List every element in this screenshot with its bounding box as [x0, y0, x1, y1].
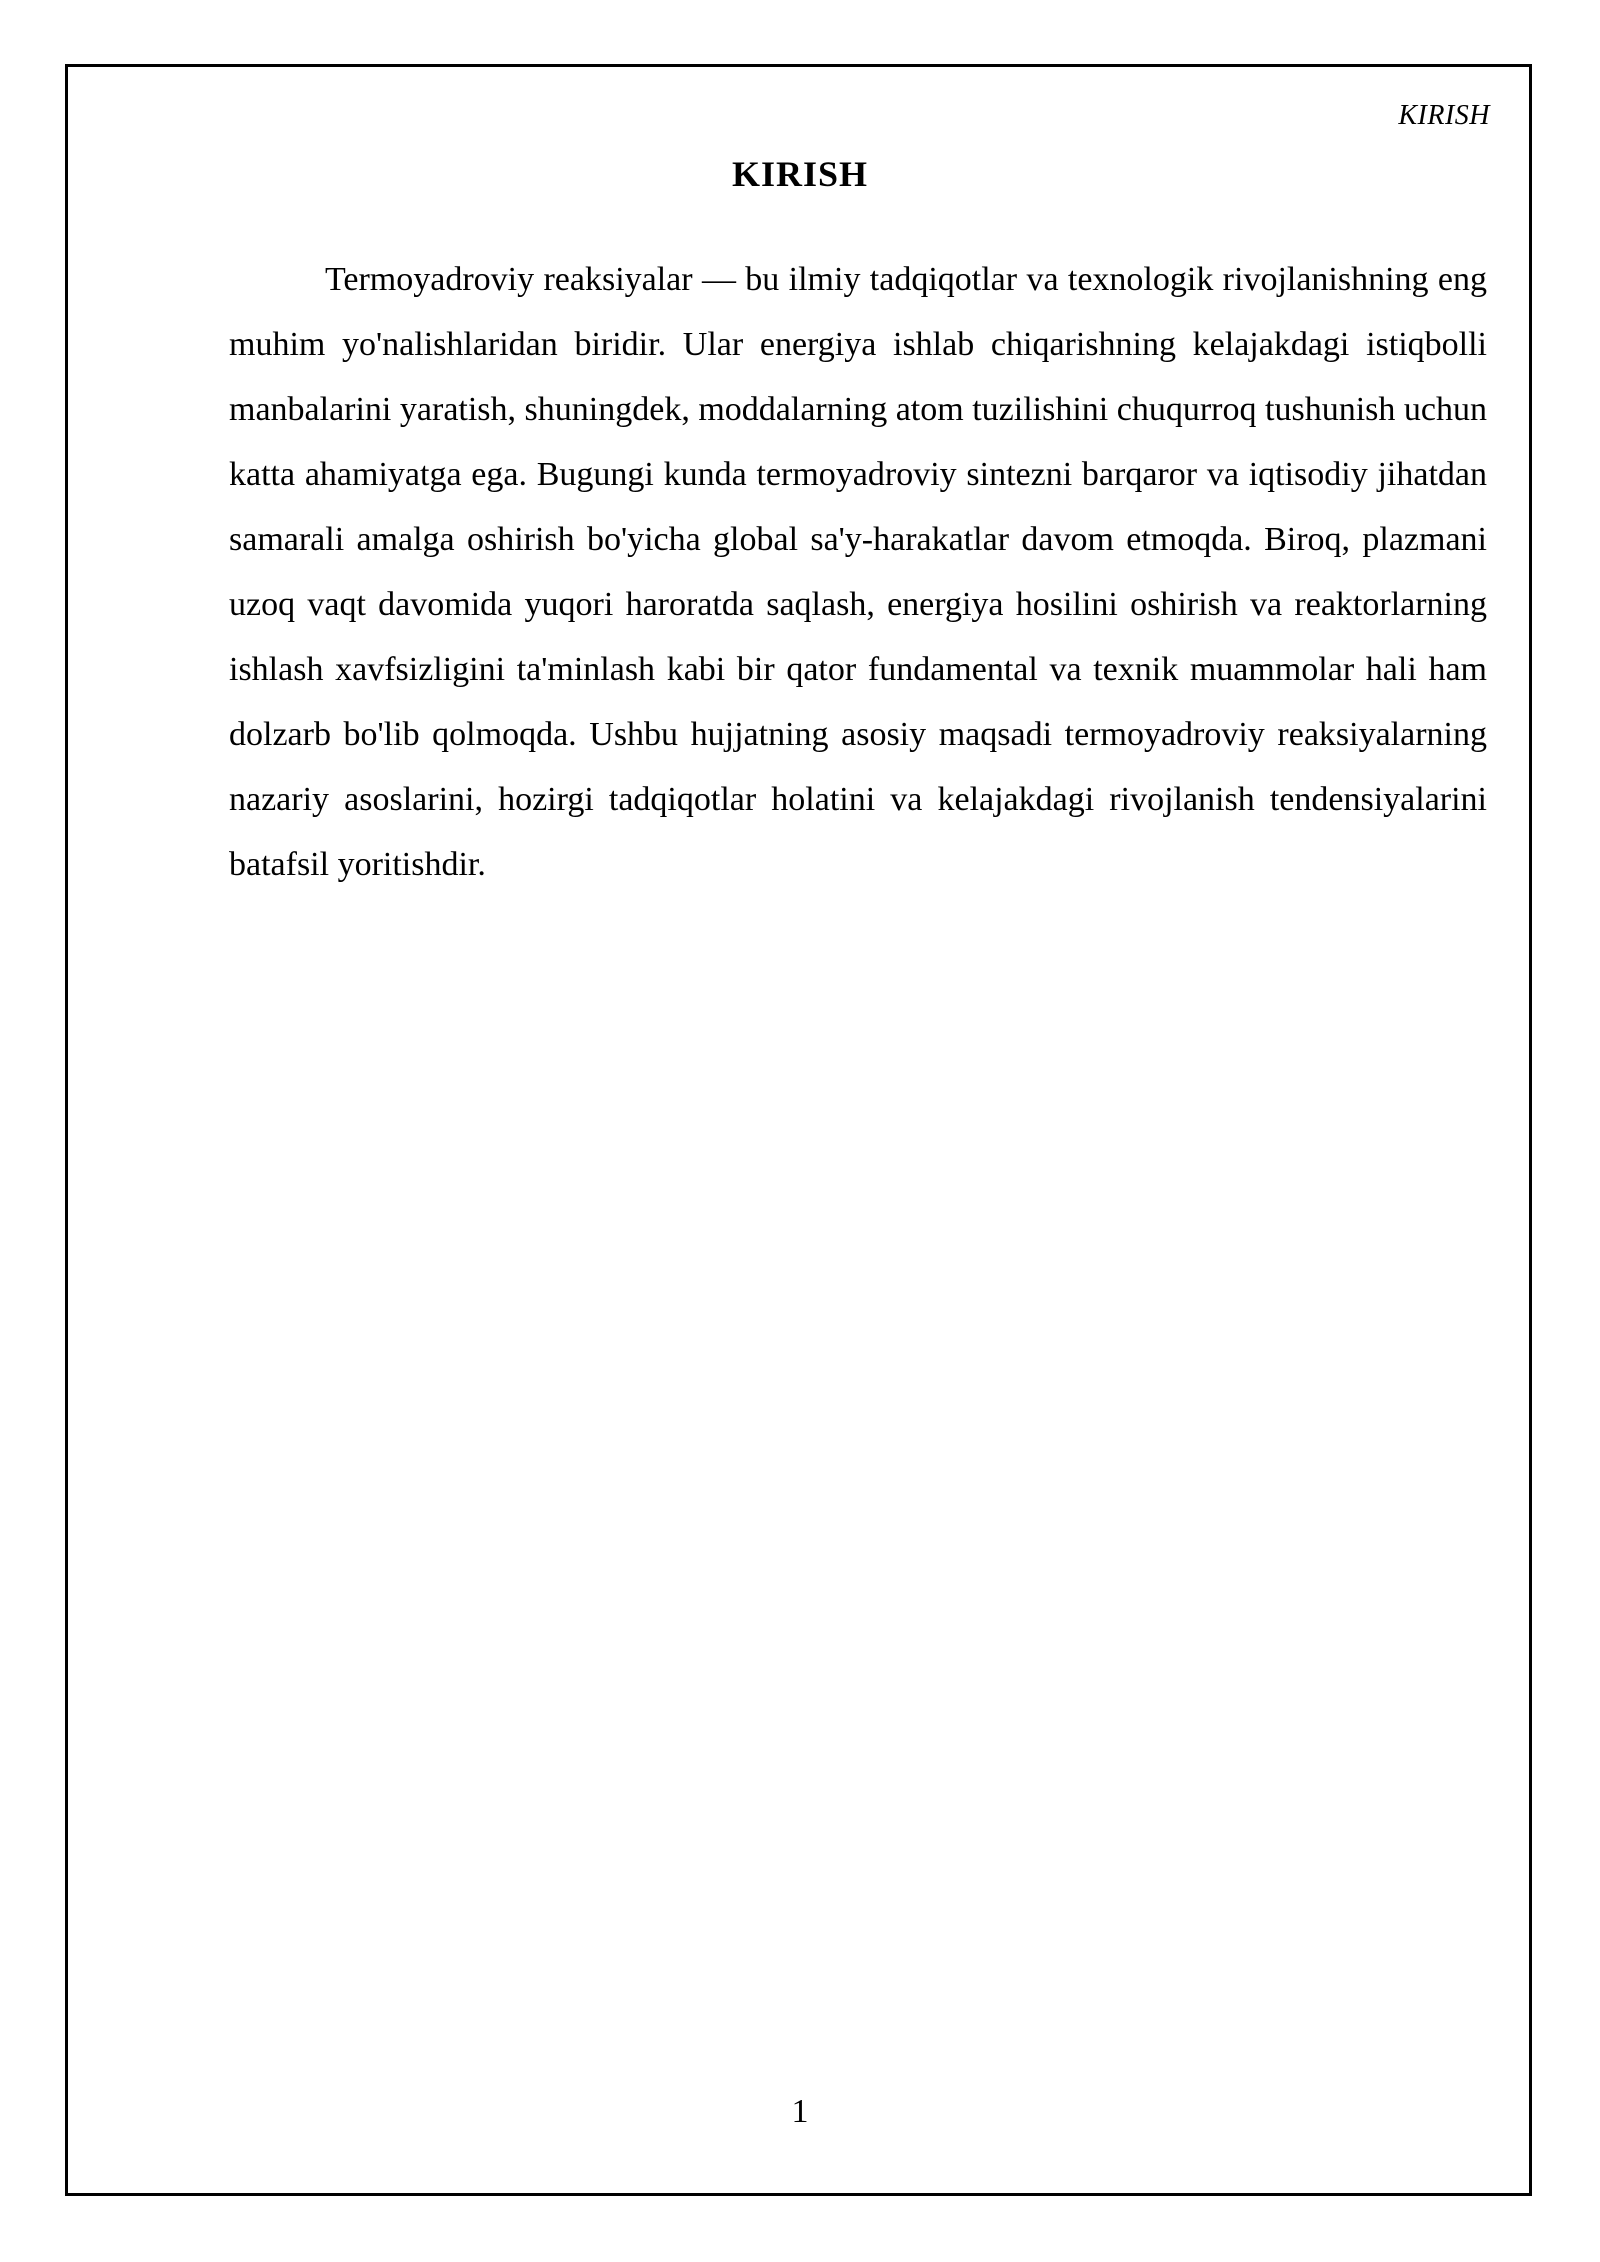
section-title: KIRISH [731, 154, 869, 194]
body-paragraph: Termoyadroviy reaksiyalar — bu ilmiy tadqiqotlar va texnologik rivojlanishning eng muhim yo'nalishlaridan biridir. Ular energiya ishlab chiqarishning kelajakdagi istiqbolli manbalarini yaratish, shuningdek, moddalarning atom tuzilishini chuqurroq tushunish uchun katta ahamiyatga ega. Bugungi kunda termoyadroviy sintezni barqaror va iqtisodiy jihatdan samarali amalga oshirish bo'yicha global sa'y-harakatlar davom etmoqda. Biroq, plazmani uzoq vaqt davomida yuqori haroratda saqlash, energiya hosilini oshirish va reaktorlarning ishlash xavfsizligini ta'minlash kabi bir qator fundamental va texnik muammolar hali ham dolzarb bo'lib qolmoqda. Ushbu hujjatning asosiy maqsadi termoyadroviy reaksiyalarning nazariy asoslarini, hozirgi tadqiqotlar holatini va kelajakdagi rivojlanish tendensiyalarini batafsil yoritishdir. [229, 261, 1487, 883]
page-number: 1 [791, 2093, 809, 2130]
running-header: KIRISH [1398, 100, 1490, 131]
